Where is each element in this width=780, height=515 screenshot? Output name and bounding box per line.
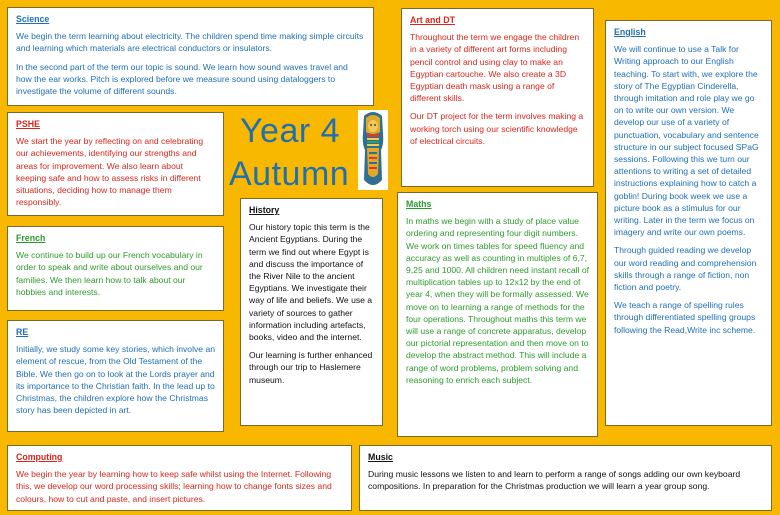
maths-heading: Maths	[406, 199, 432, 209]
science-paragraph-1: We begin the term learning about electricity. The children spend time making simple circuits and learning which materials are electrical conductors or insulators.	[16, 31, 364, 54]
history-paragraph-1: Our history topic this term is the Ancient Egyptians. During the term we find out where Egypt is and discuss the importance of the River Nile to the ancient Egyptians. We investigate their way of life and beliefs. We use a variety of sources to gather information including artefacts, books, video and the internet.	[249, 222, 373, 343]
history-paragraph-2: Our learning is further enhanced through our trip to Haslemere museum.	[249, 350, 373, 385]
art-dt-paragraph-2: Our DT project for the term involves making a working torch using our scientific knowledge of electrical circuits.	[410, 111, 584, 146]
maths-paragraph-1: In maths we begin with a study of place value ordering and representing four digit numbers. We work on times tables for speed fluency and accuracy as well as counting in multiples of 6,7, 9,25 and 1000. All children need instant recall of multiplication tables up to 12x12 by the end of year 4, when they will be formally assessed. We move on to learning a range of methods for the four operations. Throughout maths this term we will use a range of concrete apparatus, develop our pictorial representation and then move on to develop the abstract method. This will include a range of word problems, problem solving and reasoning to enrich each subject.	[406, 216, 589, 385]
pshe-panel	[7, 112, 224, 216]
english-paragraph-1: We will continue to use a Talk for Writing approach to our English teaching. To start with, we explore the story of The Egyptian Cinderella, through imitation and role play we go on to write our own version. We develop our use of a variety of punctuation, vocabulary and sentence structure in our subject focused SPaG sessions. Following this we turn our attentions to writing a set of detailed instructions explaining how to catch a goblin! During book week we use a picture book as a stimulus for our writing. Later in the term we focus on imagery and write our own poems.	[614, 44, 759, 238]
french-panel	[7, 226, 224, 311]
art-dt-paragraph-1: Throughout the term we engage the children in a variety of different art forms including pencil control and using clay to make an Egyptian cartouche. We also create a 3D Egyptian death mask using a range of different skills.	[410, 32, 580, 104]
maths-panel	[397, 192, 598, 437]
re-heading: RE	[16, 327, 29, 337]
page-title-term: Autumn	[229, 155, 350, 193]
computing-heading: Computing	[16, 452, 63, 462]
science-heading: Science	[16, 14, 50, 24]
history-heading: History	[249, 205, 280, 215]
french-heading: French	[16, 233, 46, 243]
egyptian-sarcophagus-icon	[358, 110, 388, 190]
pshe-heading: PSHE	[16, 119, 40, 129]
music-heading: Music	[368, 452, 393, 462]
music-panel	[359, 445, 772, 511]
re-panel	[7, 320, 224, 432]
science-panel	[7, 7, 374, 106]
art-dt-heading: Art and DT	[410, 15, 455, 25]
re-paragraph-1: Initially, we study some key stories, which involve an element of rescue, from the Old Testament of the Bible. We then go on to look at the Lords prayer and its importance to the Christian faith. In the lead up to Christmas, the children explore how the Christmas story has been depicted in art.	[16, 344, 216, 416]
english-paragraph-2: Through guided reading we develop our word reading and comprehension skills through a range of fiction, non fiction and poetry.	[614, 245, 757, 293]
pshe-paragraph-1: We start the year by reflecting on and celebrating our achievements, identifying our strengths and areas for improvement. We also learn about keeping safe and how to assess risks in different situations, deciding how to manage them responsibly.	[16, 136, 204, 208]
english-paragraph-3: We teach a range of spelling rules through differentiated spelling groups following the Read,Write inc scheme.	[614, 300, 756, 335]
music-paragraph-1: During music lessons we listen to and learn to perform a range of songs adding our own keyboard compositions. In preparation for the Christmas production we will learn a year group song.	[368, 469, 741, 492]
page-title-year: Year 4	[240, 112, 341, 150]
english-heading: English	[614, 27, 646, 37]
art-dt-panel	[401, 8, 594, 187]
english-panel	[605, 20, 772, 426]
computing-panel	[7, 445, 352, 511]
french-paragraph-1: We continue to build up our French vocabulary in order to speak and write about ourselves and our families. We then learn how to talk about our hobbies and interests.	[16, 250, 203, 297]
computing-paragraph-1: We begin the year by learning how to keep safe whilst using the Internet. Following this, we develop our word processing skills; learning how to change fonts sizes and colours, how to cut and paste, and insert pictures.	[16, 469, 332, 504]
history-panel	[240, 198, 383, 426]
science-paragraph-2: In the second part of the term our topic is sound. We learn how sound waves travel and how the ear works. Pitch is explored before we measure sound using dataloggers to investigate the volume of different sounds.	[16, 61, 348, 97]
